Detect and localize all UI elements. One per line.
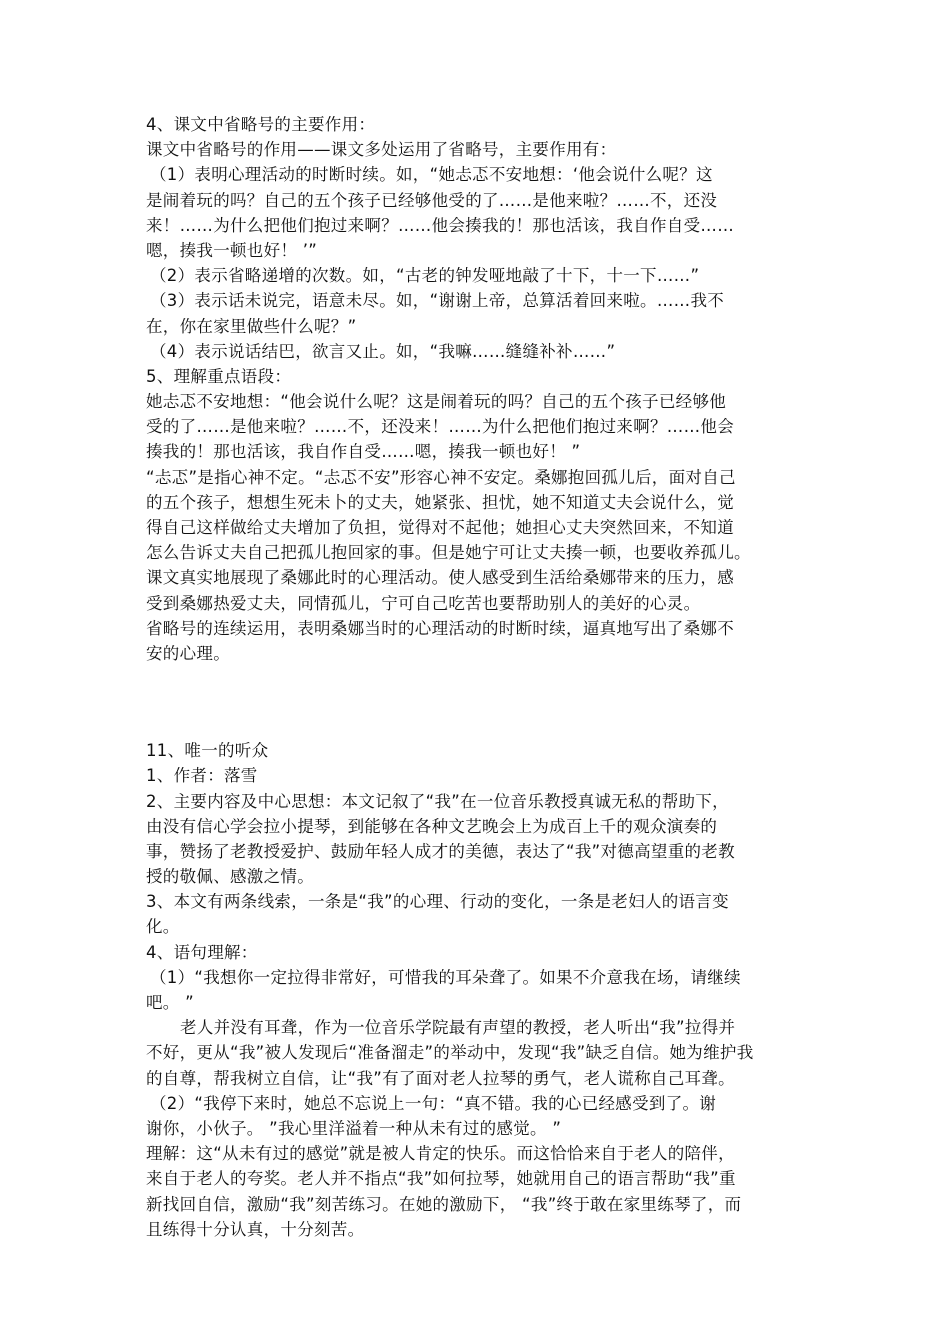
document-body — [146, 112, 810, 1242]
lesson-title: 11、唯一的听众 — [146, 741, 269, 761]
heading-sentence-understanding: 4、语句理解： — [146, 942, 258, 962]
ellipsis-item-3 — [146, 288, 810, 338]
text-line: （3）表示话未说完，语意未尽。如，“谢谢上帝，总算活着回来啦。……我不 — [150, 291, 725, 311]
text-line: 谢你，小伙子。 ”我心里洋溢着一种从未有过的感觉。 ” — [146, 1118, 562, 1138]
text-line: 不好，更从“我”被人发现后“准备溜走”的举动中，发现“我”缺乏自信。她为维护我 — [146, 1043, 754, 1063]
key-passage-quote — [146, 389, 810, 465]
sentence-1 — [146, 965, 810, 1015]
text-line: 省略号的连续运用，表明桑娜当时的心理活动的时断时续，逼真地写出了桑娜不 — [146, 618, 734, 638]
text-line: 化。 — [146, 917, 180, 937]
sentence-1-explanation — [146, 1015, 810, 1091]
text-line: 理解：这“从未有过的感觉”就是被人肯定的快乐。而这恰恰来自于老人的陪伴， — [146, 1144, 735, 1164]
text-line: 且练得十分认真，十分刻苦。 — [146, 1219, 365, 1239]
text-line: 的自尊，帮我树立自信，让“我”有了面对老人拉琴的勇气，老人谎称自己耳聋。 — [146, 1068, 735, 1088]
key-passage-summary — [146, 616, 810, 666]
heading-ellipsis-usage: 4、课文中省略号的主要作用： — [146, 115, 376, 134]
text-line: 3、本文有两条线索，一条是“我”的心理、行动的变化，一条是老妇人的语言变 — [146, 892, 729, 912]
text-line: （1）“我想你一定拉得非常好，可惜我的耳朵聋了。如果不介意我在场，请继续 — [150, 967, 741, 987]
author-line: 1、作者：落雪 — [146, 766, 258, 786]
text-line: 她忐忑不安地想：“他会说什么呢？这是闹着玩的吗？自己的五个孩子已经够他 — [146, 392, 727, 412]
text-line: 课文真实地展现了桑娜此时的心理活动。使人感受到生活给桑娜带来的压力，感 — [146, 568, 734, 588]
ellipsis-intro: 课文中省略号的作用——课文多处运用了省略号，主要作用有： — [146, 140, 617, 160]
text-line: 由没有信心学会拉小提琴，到能够在各种文艺晚会上为成百上千的观众演奏的 — [146, 816, 718, 836]
text-line: 老人并没有耳聋，作为一位音乐学院最有声望的教授，老人听出“我”拉得并 — [180, 1018, 736, 1038]
text-line: 吧。 ” — [146, 993, 194, 1012]
sentence-2-explanation — [146, 1141, 810, 1242]
text-line: 事，赞扬了老教授爱护、鼓励年轻人成才的美德，表达了“我”对德高望重的老教 — [146, 841, 735, 861]
text-line: 新找回自信，激励“我”刻苦练习。在她的激励下， “我”终于敢在家里练琴了，而 — [146, 1194, 742, 1214]
text-line: 来！……为什么把他们抱过来啊？……他会揍我的！那也活该，我自作自受…… — [146, 215, 734, 235]
text-line: 安的心理。 — [146, 643, 230, 663]
ellipsis-item-2: （2）表示省略递增的次数。如，“古老的钟发哑地敲了十下，十一下……” — [150, 266, 700, 286]
sentence-2 — [146, 1091, 810, 1141]
text-line: 2、主要内容及中心思想：本文记叙了“我”在一位音乐教授真诚无私的帮助下， — [146, 791, 729, 811]
heading-key-passage: 5、理解重点语段： — [146, 366, 292, 386]
main-idea — [146, 789, 810, 890]
text-line: “忐忑”是指心神不定。“忐忑不安”形容心神不安定。桑娜抱回孤儿后，面对自己 — [146, 467, 736, 487]
text-line: 的五个孩子，想想生死未卜的丈夫，她紧张、担忧，她不知道丈夫会说什么，觉 — [146, 492, 734, 512]
text-line: 得自己这样做给丈夫增加了负担，觉得对不起他；她担心丈夫突然回来，不知道 — [146, 518, 734, 537]
text-line: 来自于老人的夸奖。老人并不指点“我”如何拉琴，她就用自己的语言帮助“我”重 — [146, 1169, 736, 1189]
text-line: 嗯，揍我一顿也好！ ’” — [146, 240, 318, 260]
text-line: 怎么告诉丈夫自己把孤儿抱回家的事。但是她宁可让丈夫揍一顿，也要收养孤儿。 — [146, 543, 751, 563]
ellipsis-item-1 — [146, 162, 810, 263]
text-line: 是闹着玩的吗？自己的五个孩子已经够他受的了……是他来啦？……不，还没 — [146, 190, 718, 210]
text-line: 授的敬佩、感激之情。 — [146, 867, 314, 887]
section-spacer — [146, 666, 810, 738]
text-line: 受的了……是他来啦？……不，还没来！……为什么把他们抱过来啊？……他会 — [146, 417, 734, 437]
text-line: 在，你在家里做些什么呢？” — [146, 316, 357, 336]
text-line: （2）“我停下来时，她总不忘说上一句：“真不错。我的心已经感受到了。谢 — [150, 1093, 717, 1113]
story-clues — [146, 889, 810, 939]
ellipsis-item-4: （4）表示说话结巴，欲言又止。如，“我嘛……缝缝补补……” — [150, 341, 616, 361]
text-line: 受到桑娜热爱丈夫，同情孤儿，宁可自己吃苦也要帮助别人的美好的心灵。 — [146, 593, 701, 613]
key-passage-analysis — [146, 465, 810, 616]
text-line: 揍我的！那也活该，我自作自受……嗯，揍我一顿也好！ ” — [146, 442, 581, 462]
text-line: （1）表明心理活动的时断时续。如，“她忐忑不安地想：‘他会说什么呢？这 — [150, 165, 713, 185]
